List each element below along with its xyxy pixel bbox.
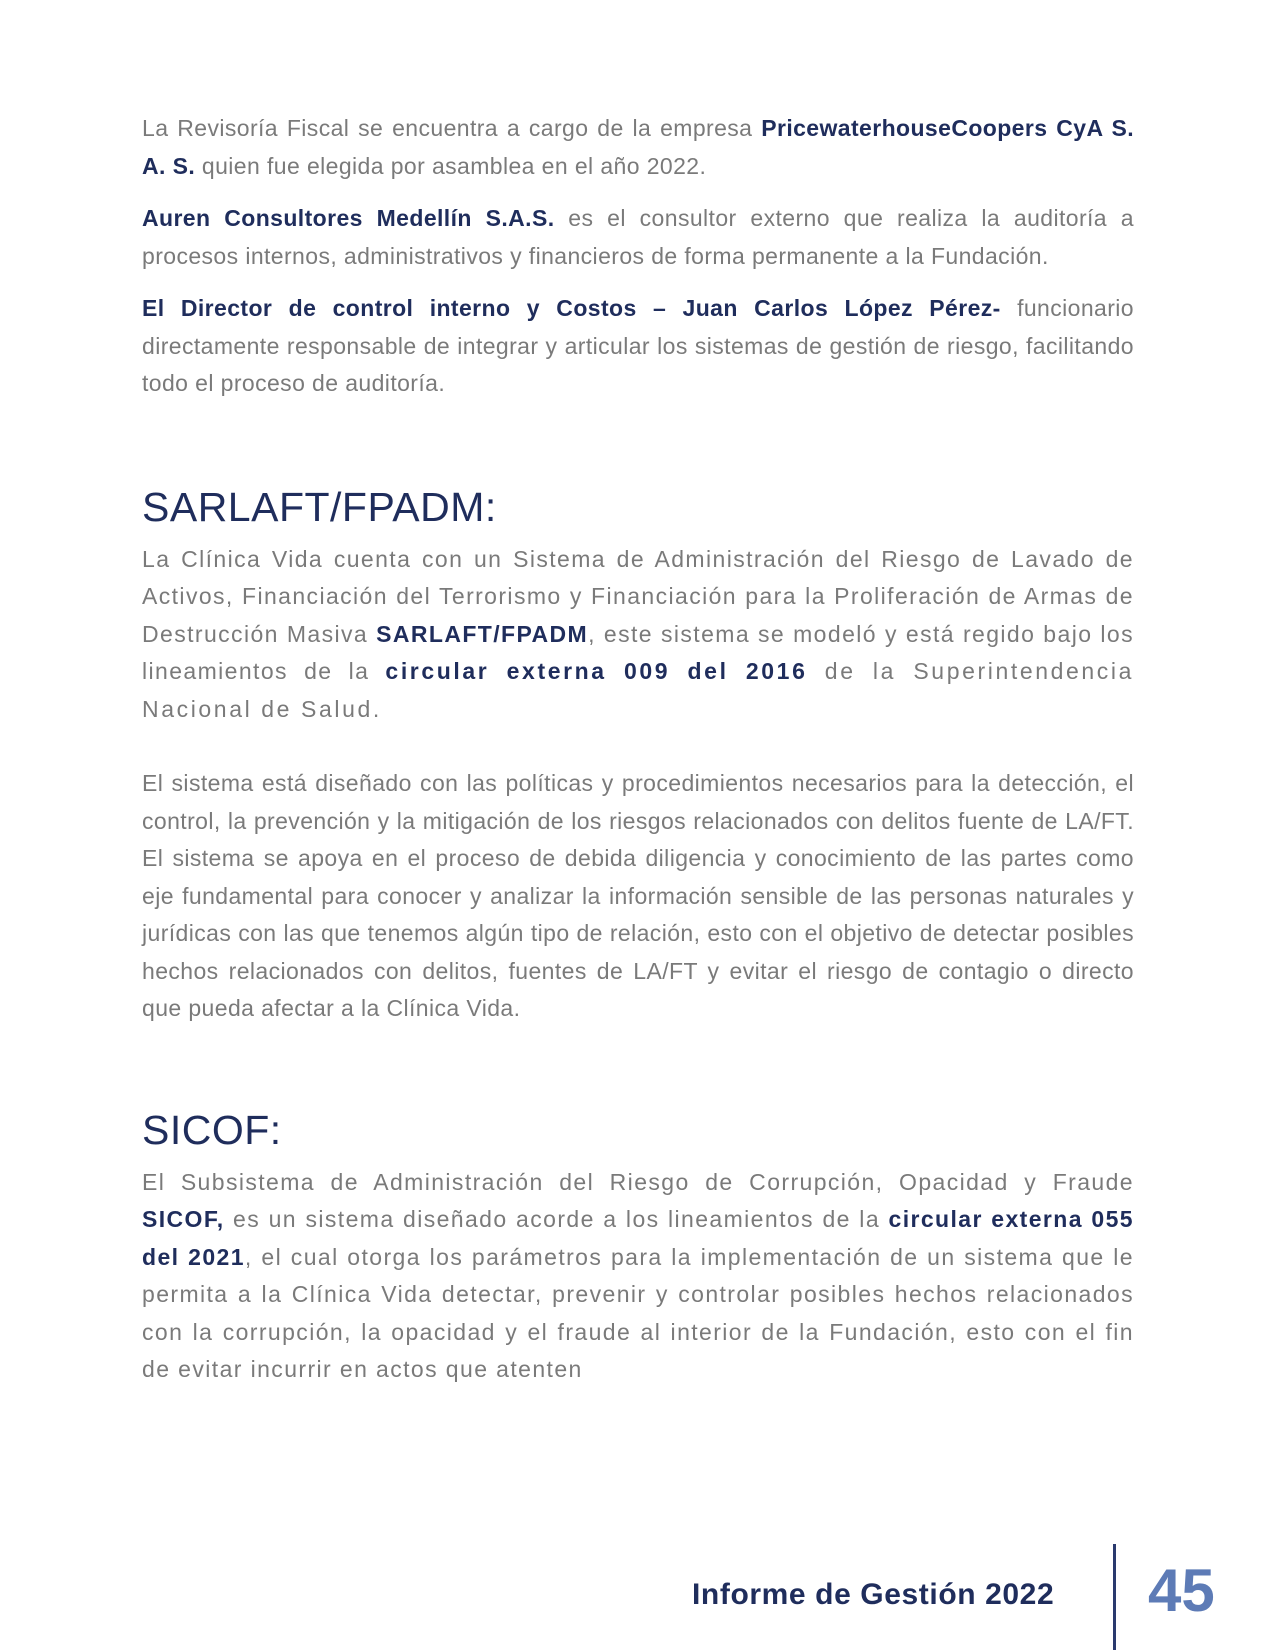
- page-number: 45: [1148, 1557, 1215, 1624]
- paragraph-sicof: [142, 1164, 1134, 1389]
- paragraph-text: La Clínica Vida cuenta con un Sistema de Administración del Riesgo de Lavado de Activos, Financiación del Terrorismo y Financiación para la Proliferación de Armas de Destrucción Masiva: [142, 545, 1134, 647]
- paragraph-text: es el consultor externo que realiza la auditoría a procesos internos, administrativos y financieros de forma permanente a la Fundación.: [142, 205, 1134, 269]
- paragraph-text: La Revisoría Fiscal se encuentra a cargo de la empresa: [142, 115, 762, 141]
- paragraph-sarlaft-system: El sistema está diseñado con las políticas y procedimientos necesarios para la detección, el control, la prevención y la mitigación de los riesgos relacionados con delitos fuente de LA/FT. El sistema se apoya en el proceso de debida diligencia y conocimiento de las partes como eje fundamental para conocer y analizar la información sensible de las personas naturales y jurídicas con las que tenemos algún tipo de relación, esto con el objetivo de detectar posibles hechos relacionados con delitos, fuentes de LA/FT y evitar el riesgo de contagio o directo que pueda afectar a la Clínica Vida.: [142, 770, 1134, 1021]
- heading-sarlaft: SARLAFT/FPADM:: [142, 483, 497, 530]
- director-name: El Director de control interno y Costos – Juan Carlos López Pérez-: [142, 295, 1001, 321]
- circular-055-reference: circular externa 055 del 2021: [142, 1206, 1134, 1270]
- paragraph-text: de la Superintendencia Nacional de Salud.: [142, 658, 1134, 722]
- company-name-auren: Auren Consultores Medellín S.A.S.: [142, 205, 555, 231]
- paragraph-text: es un sistema diseñado acorde a los lineamientos de la: [224, 1206, 889, 1232]
- sarlaft-acronym: SARLAFT/FPADM: [376, 620, 589, 647]
- footer-report-title: Informe de Gestión 2022: [692, 1578, 1055, 1611]
- paragraph-text: , el cual otorga los parámetros para la implementación de un sistema que le permita a la Clínica Vida detectar, prevenir y controlar posibles hechos relacionados con la corrupción, la opacidad y el fraude al interior de la Fundación, esto con el fin de evitar incurrir en actos que atenten: [142, 1243, 1134, 1382]
- paragraph-director-control: [142, 290, 1134, 403]
- heading-sicof: SICOF:: [142, 1106, 282, 1153]
- paragraph-sarlaft-intro: [142, 541, 1134, 729]
- company-name-pwc: PricewaterhouseCoopers CyA S. A. S.: [142, 115, 1135, 179]
- paragraph-text: quien fue elegida por asamblea en el año 2022.: [195, 152, 707, 179]
- paragraph-text: funcionario directamente responsable de integrar y articular los sistemas de gestión de riesgo, facilitando todo el proceso de auditoría.: [142, 295, 1134, 396]
- paragraph-revisoria-fiscal: [142, 110, 1134, 185]
- paragraph-text: , este sistema se modeló y está regido bajo los lineamientos de la: [142, 620, 1134, 684]
- sicof-acronym: SICOF,: [142, 1206, 225, 1232]
- paragraph-text: El Subsistema de Administración del Riesgo de Corrupción, Opacidad y Fraude: [142, 1168, 1134, 1195]
- page-content: [142, 110, 1134, 1389]
- paragraph-auren: [142, 200, 1134, 275]
- circular-009-reference: circular externa 009 del 2016: [385, 658, 808, 684]
- footer-divider: [1113, 1544, 1116, 1650]
